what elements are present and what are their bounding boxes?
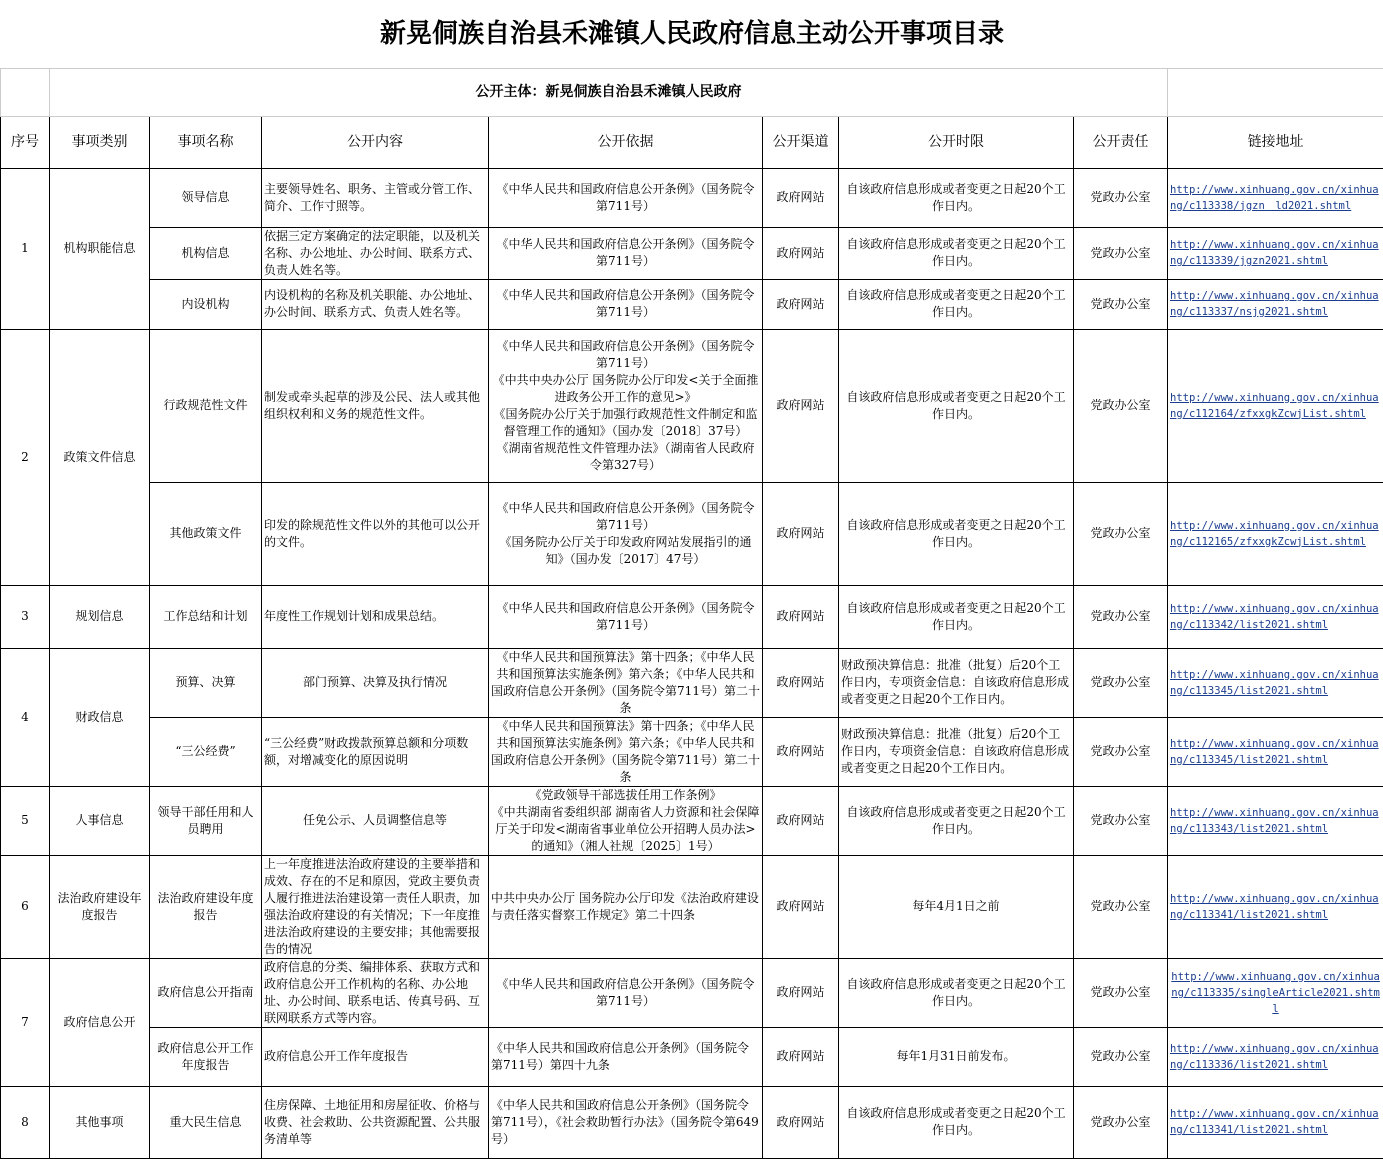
row-category: 法治政府建设年度报告 xyxy=(50,855,150,958)
header-channel: 公开渠道 xyxy=(763,116,839,168)
row-link[interactable]: http://www.xinhuang.gov.cn/xinhuang/c112165/zfxxgkZcwjList.shtml xyxy=(1168,482,1383,585)
row-basis: 《中华人民共和国政府信息公开条例》（国务院令第711号） xyxy=(489,168,763,227)
row-responsible: 党政办公室 xyxy=(1074,1027,1168,1086)
row-link[interactable]: http://www.xinhuang.gov.cn/xinhuang/c113338/jgzn ld2021.shtml xyxy=(1168,168,1383,227)
row-category: 财政信息 xyxy=(50,648,150,786)
row-deadline: 财政预决算信息：批准（批复）后20个工作日内，专项资金信息：自该政府信息形成或者变更之日起20个工作日内。 xyxy=(839,648,1074,717)
row-content: 内设机构的名称及机关职能、办公地址、办公时间、联系方式、负责人姓名等。 xyxy=(262,279,489,329)
row-seq: 8 xyxy=(1,1086,50,1158)
row-channel: 政府网站 xyxy=(763,168,839,227)
row-link[interactable]: http://www.xinhuang.gov.cn/xinhuang/c113345/list2021.shtml xyxy=(1168,717,1383,786)
row-category: 机构职能信息 xyxy=(50,168,150,329)
row-seq: 5 xyxy=(1,786,50,855)
row-basis: 《中华人民共和国政府信息公开条例》（国务院令第711号） xyxy=(489,227,763,279)
row-content: 主要领导姓名、职务、主管或分管工作、简介、工作寸照等。 xyxy=(262,168,489,227)
row-deadline: 每年4月1日之前 xyxy=(839,855,1074,958)
row-content: 政府信息公开工作年度报告 xyxy=(262,1027,489,1086)
row-content: 印发的除规范性文件以外的其他可以公开的文件。 xyxy=(262,482,489,585)
row-deadline: 每年1月31日前发布。 xyxy=(839,1027,1074,1086)
row-category: 其他事项 xyxy=(50,1086,150,1158)
row-link[interactable]: http://www.xinhuang.gov.cn/xinhuang/c113341/list2021.shtml xyxy=(1168,855,1383,958)
row-channel: 政府网站 xyxy=(763,717,839,786)
row-deadline: 自该政府信息形成或者变更之日起20个工作日内。 xyxy=(839,227,1074,279)
row-content: 年度性工作规划计划和成果总结。 xyxy=(262,585,489,648)
row-name: 机构信息 xyxy=(150,227,262,279)
header-link: 链接地址 xyxy=(1168,116,1383,168)
row-content: 政府信息的分类、编排体系、获取方式和政府信息公开工作机构的名称、办公地址、办公时间、联系电话、传真号码、互联网联系方式等内容。 xyxy=(262,958,489,1027)
table-row xyxy=(1,648,1383,717)
row-basis: 《中华人民共和国政府信息公开条例》（国务院令第711号） xyxy=(489,279,763,329)
table-row xyxy=(1,855,1383,958)
row-seq: 3 xyxy=(1,585,50,648)
row-basis: 《中华人民共和国预算法》第十四条；《中华人民共和国预算法实施条例》第六条；《中华人民共和国政府信息公开条例》（国务院令第711号）第二十条 xyxy=(489,717,763,786)
row-deadline: 自该政府信息形成或者变更之日起20个工作日内。 xyxy=(839,585,1074,648)
row-channel: 政府网站 xyxy=(763,648,839,717)
table-row xyxy=(1,1086,1383,1158)
row-responsible: 党政办公室 xyxy=(1074,585,1168,648)
row-name: 领导干部任用和人员聘用 xyxy=(150,786,262,855)
disclosure-subject: 公开主体：新晃侗族自治县禾滩镇人民政府 xyxy=(50,68,1168,116)
row-basis: 《中华人民共和国政府信息公开条例》（国务院令第711号） 《中共中央办公厅 国务院办公厅印发<关于全面推进政务公开工作的意见>》 《国务院办公厅关于加强行政规范性文件制定和监督管理工作的通知》（国办发〔2018〕37号） 《湖南省规范性文件管理办法》（湖南省人民政府令第327号） xyxy=(489,329,763,482)
header-content: 公开内容 xyxy=(262,116,489,168)
row-deadline: 自该政府信息形成或者变更之日起20个工作日内。 xyxy=(839,279,1074,329)
row-link[interactable]: http://www.xinhuang.gov.cn/xinhuang/c113339/jgzn2021.shtml xyxy=(1168,227,1383,279)
row-responsible: 党政办公室 xyxy=(1074,279,1168,329)
header-deadline: 公开时限 xyxy=(839,116,1074,168)
row-content: 上一年度推进法治政府建设的主要举措和成效、存在的不足和原因，党政主要负责人履行推进法治建设第一责任人职责，加强法治政府建设的有关情况；下一年度推进法治政府建设的主要安排；其他需要报告的情况 xyxy=(262,855,489,958)
row-channel: 政府网站 xyxy=(763,585,839,648)
subject-spacer-right xyxy=(1168,68,1383,116)
row-responsible: 党政办公室 xyxy=(1074,1086,1168,1158)
row-category: 规划信息 xyxy=(50,585,150,648)
row-name: 内设机构 xyxy=(150,279,262,329)
row-link[interactable]: http://www.xinhuang.gov.cn/xinhuang/c113342/list2021.shtml xyxy=(1168,585,1383,648)
row-responsible: 党政办公室 xyxy=(1074,958,1168,1027)
header-category: 事项类别 xyxy=(50,116,150,168)
row-seq: 1 xyxy=(1,168,50,329)
row-name: 重大民生信息 xyxy=(150,1086,262,1158)
row-content: 任免公示、人员调整信息等 xyxy=(262,786,489,855)
row-seq: 4 xyxy=(1,648,50,786)
header-seq: 序号 xyxy=(1,116,50,168)
row-deadline: 财政预决算信息：批准（批复）后20个工作日内，专项资金信息：自该政府信息形成或者变更之日起20个工作日内。 xyxy=(839,717,1074,786)
row-name: “三公经费” xyxy=(150,717,262,786)
row-responsible: 党政办公室 xyxy=(1074,648,1168,717)
row-channel: 政府网站 xyxy=(763,958,839,1027)
row-name: 政府信息公开指南 xyxy=(150,958,262,1027)
row-channel: 政府网站 xyxy=(763,279,839,329)
row-basis: 《中华人民共和国政府信息公开条例》（国务院令第711号） 《国务院办公厅关于印发政府网站发展指引的通知》（国办发〔2017〕47号） xyxy=(489,482,763,585)
row-seq: 2 xyxy=(1,329,50,585)
table-row xyxy=(1,168,1383,227)
row-name: 预算、决算 xyxy=(150,648,262,717)
header-basis: 公开依据 xyxy=(489,116,763,168)
table-row xyxy=(1,1027,1383,1086)
row-name: 领导信息 xyxy=(150,168,262,227)
row-channel: 政府网站 xyxy=(763,227,839,279)
row-channel: 政府网站 xyxy=(763,329,839,482)
row-deadline: 自该政府信息形成或者变更之日起20个工作日内。 xyxy=(839,329,1074,482)
row-category: 政府信息公开 xyxy=(50,958,150,1086)
row-content: 制发或牵头起草的涉及公民、法人或其他组织权利和义务的规范性文件。 xyxy=(262,329,489,482)
row-channel: 政府网站 xyxy=(763,482,839,585)
table-row xyxy=(1,279,1383,329)
row-link[interactable]: http://www.xinhuang.gov.cn/xinhuang/c113341/list2021.shtml xyxy=(1168,1086,1383,1158)
row-basis: 《党政领导干部选拔任用工作条例》 《中共湖南省委组织部 湖南省人力资源和社会保障厅关于印发<湖南省事业单位公开招聘人员办法>的通知》（湘人社规〔2025〕1号） xyxy=(489,786,763,855)
row-channel: 政府网站 xyxy=(763,855,839,958)
row-responsible: 党政办公室 xyxy=(1074,329,1168,482)
row-channel: 政府网站 xyxy=(763,786,839,855)
row-responsible: 党政办公室 xyxy=(1074,227,1168,279)
row-basis: 《中华人民共和国政府信息公开条例》（国务院令第711号） xyxy=(489,585,763,648)
row-content: 部门预算、决算及执行情况 xyxy=(262,648,489,717)
row-category: 政策文件信息 xyxy=(50,329,150,585)
row-basis: 《中华人民共和国预算法》第十四条；《中华人民共和国预算法实施条例》第六条；《中华人民共和国政府信息公开条例》（国务院令第711号）第二十条 xyxy=(489,648,763,717)
row-name: 行政规范性文件 xyxy=(150,329,262,482)
row-deadline: 自该政府信息形成或者变更之日起20个工作日内。 xyxy=(839,958,1074,1027)
row-category: 人事信息 xyxy=(50,786,150,855)
row-basis: 《中华人民共和国政府信息公开条例》（国务院令第711号），《社会救助暂行办法》（国务院令第649号） xyxy=(489,1086,763,1158)
row-content: 住房保障、土地征用和房屋征收、价格与收费、社会救助、公共资源配置、公共服务清单等 xyxy=(262,1086,489,1158)
row-responsible: 党政办公室 xyxy=(1074,482,1168,585)
header-name: 事项名称 xyxy=(150,116,262,168)
row-deadline: 自该政府信息形成或者变更之日起20个工作日内。 xyxy=(839,482,1074,585)
row-content: “三公经费”财政拨款预算总额和分项数额，对增减变化的原因说明 xyxy=(262,717,489,786)
row-link[interactable]: http://www.xinhuang.gov.cn/xinhuang/c113345/list2021.shtml xyxy=(1168,648,1383,717)
table-row xyxy=(1,786,1383,855)
row-link[interactable]: http://www.xinhuang.gov.cn/xinhuang/c113335/singleArticle2021.shtml xyxy=(1168,958,1383,1027)
table-row xyxy=(1,482,1383,585)
row-seq: 7 xyxy=(1,958,50,1086)
row-link[interactable]: http://www.xinhuang.gov.cn/xinhuang/c113337/nsjg2021.shtml xyxy=(1168,279,1383,329)
table-row xyxy=(1,958,1383,1027)
row-basis: 《中华人民共和国政府信息公开条例》（国务院令第711号）第四十九条 xyxy=(489,1027,763,1086)
table-row xyxy=(1,329,1383,482)
row-deadline: 自该政府信息形成或者变更之日起20个工作日内。 xyxy=(839,786,1074,855)
row-name: 政府信息公开工作年度报告 xyxy=(150,1027,262,1086)
row-name: 法治政府建设年度报告 xyxy=(150,855,262,958)
row-basis: 中共中央办公厅 国务院办公厅印发《法治政府建设与责任落实督察工作规定》第二十四条 xyxy=(489,855,763,958)
table-row xyxy=(1,227,1383,279)
header-row xyxy=(1,116,1383,168)
row-content: 依据三定方案确定的法定职能，以及机关名称、办公地址、办公时间、联系方式、负责人姓名等。 xyxy=(262,227,489,279)
row-name: 其他政策文件 xyxy=(150,482,262,585)
row-responsible: 党政办公室 xyxy=(1074,168,1168,227)
row-basis: 《中华人民共和国政府信息公开条例》（国务院令第711号） xyxy=(489,958,763,1027)
page-title: 新晃侗族自治县禾滩镇人民政府信息主动公开事项目录 xyxy=(1,0,1383,68)
row-channel: 政府网站 xyxy=(763,1027,839,1086)
row-name: 工作总结和计划 xyxy=(150,585,262,648)
row-link[interactable]: http://www.xinhuang.gov.cn/xinhuang/c112164/zfxxgkZcwjList.shtml xyxy=(1168,329,1383,482)
row-responsible: 党政办公室 xyxy=(1074,855,1168,958)
header-responsible: 公开责任 xyxy=(1074,116,1168,168)
row-link[interactable]: http://www.xinhuang.gov.cn/xinhuang/c113336/list2021.shtml xyxy=(1168,1027,1383,1086)
row-responsible: 党政办公室 xyxy=(1074,786,1168,855)
row-link[interactable]: http://www.xinhuang.gov.cn/xinhuang/c113343/list2021.shtml xyxy=(1168,786,1383,855)
table-row xyxy=(1,585,1383,648)
row-seq: 6 xyxy=(1,855,50,958)
table-row xyxy=(1,717,1383,786)
row-responsible: 党政办公室 xyxy=(1074,717,1168,786)
subject-spacer-left xyxy=(1,68,50,116)
row-deadline: 自该政府信息形成或者变更之日起20个工作日内。 xyxy=(839,168,1074,227)
row-deadline: 自该政府信息形成或者变更之日起20个工作日内。 xyxy=(839,1086,1074,1158)
row-channel: 政府网站 xyxy=(763,1086,839,1158)
